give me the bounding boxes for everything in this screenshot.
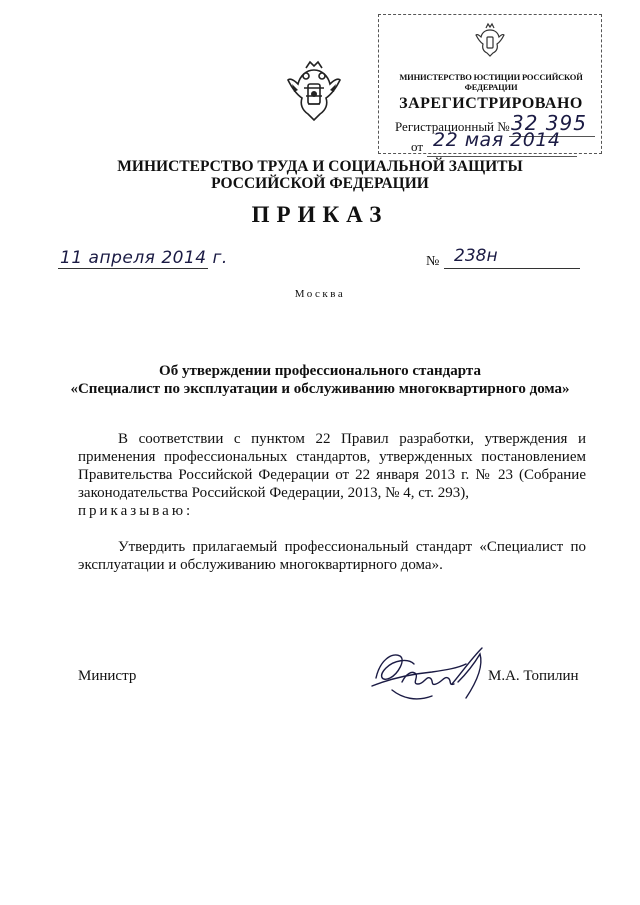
- city: Москва: [294, 288, 346, 300]
- resolution-paragraph: Утвердить прилагаемый профессиональный стандарт «Специалист по эксплуатации и обслуживанию многоквартирного дома».: [78, 539, 586, 573]
- signer-name: М.А. Топилин: [488, 668, 579, 684]
- ministry-name: [80, 158, 560, 192]
- coat-of-arms-icon: [284, 54, 344, 126]
- document-number-underline: [444, 268, 580, 269]
- stamp-date-value: 22 мая 2014: [433, 129, 561, 151]
- stamp-status: ЗАРЕГИСТРИРОВАНО: [399, 95, 583, 112]
- number-sign: №: [426, 254, 440, 269]
- document-date: 11 апреля 2014 г.: [60, 248, 228, 268]
- document-title: [60, 362, 580, 398]
- body-paragraph: [78, 430, 586, 520]
- stamp-reg-label: Регистрационный №: [395, 119, 510, 134]
- document-date-underline: [58, 268, 208, 269]
- stamp-emblem-icon: [474, 21, 506, 59]
- signer-position: Министр: [78, 668, 137, 684]
- ministry-name-line2: РОССИЙСКОЙ ФЕДЕРАЦИИ: [211, 175, 429, 192]
- body-paragraph-text: В соответствии с пунктом 22 Правил разработки, утверждения и применения профессиональных стандартов, утвержденных постановлением Правительства Российской Федерации от 22 января 2013 г. № 23 (Собрание законодательства Российской Федерации, 2013, № 4, ст. 293),: [78, 431, 586, 501]
- document-number: 238н: [454, 246, 498, 266]
- stamp-date-underline: [427, 156, 577, 157]
- document-title-line2: «Специалист по эксплуатации и обслуживанию многоквартирного дома»: [70, 381, 570, 397]
- registration-stamp: [378, 14, 602, 154]
- stamp-date-label: от: [411, 139, 424, 154]
- stamp-ministry-name: МИНИСТЕРСТВО ЮСТИЦИИ РОССИЙСКОЙ ФЕДЕРАЦИИ: [399, 72, 583, 92]
- document-type: ПРИКАЗ: [251, 202, 389, 227]
- handwritten-signature: [362, 638, 492, 714]
- order-word: приказываю:: [78, 503, 194, 519]
- ministry-name-line1: МИНИСТЕРСТВО ТРУДА И СОЦИАЛЬНОЙ ЗАЩИТЫ: [117, 158, 523, 175]
- document-title-line1: Об утверждении профессионального стандарта: [159, 363, 481, 379]
- stamp-reg-number: 32 395: [511, 111, 587, 135]
